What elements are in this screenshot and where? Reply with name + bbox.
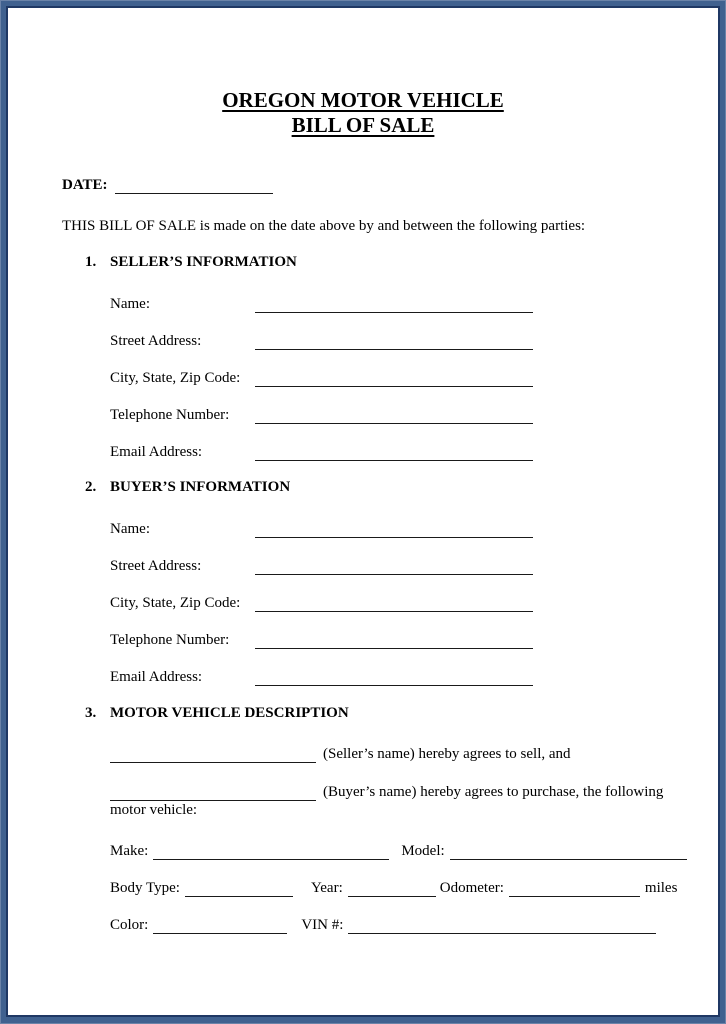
form-field-row: [110, 626, 718, 649]
buyer-street-address-label: Street Address:: [110, 558, 202, 574]
seller-email-label: Email Address:: [110, 444, 203, 460]
form-title-line1: OREGON MOTOR VEHICLE: [222, 88, 504, 112]
vin-field[interactable]: [348, 913, 656, 934]
section-3-number: 3.: [85, 705, 97, 721]
section-1-heading: SELLER’S INFORMATION: [110, 254, 297, 270]
buyer-email-label: Email Address:: [110, 669, 203, 685]
buyer-street-address-field[interactable]: [255, 554, 533, 575]
date-row: [62, 175, 718, 194]
buyer-name-field[interactable]: [255, 517, 533, 538]
seller-name-blank-field[interactable]: [110, 742, 316, 763]
form-field-row: [110, 290, 718, 313]
model-field[interactable]: [450, 839, 687, 860]
buyer-city-state-zip-field[interactable]: [255, 591, 533, 612]
section-1-heading-row: [85, 253, 718, 271]
form-field-row: [110, 552, 718, 575]
intro-text: THIS BILL OF SALE is made on the date above by and between the following parties:: [62, 218, 586, 234]
year-label: Year:: [310, 880, 343, 896]
form-field-row: [110, 401, 718, 424]
seller-telephone-field[interactable]: [255, 403, 533, 424]
buyer-email-field[interactable]: [255, 665, 533, 686]
seller-email-field[interactable]: [255, 440, 533, 461]
section-2-number: 2.: [85, 479, 97, 495]
miles-suffix: miles: [644, 880, 678, 896]
buyer-name-blank-field[interactable]: [110, 780, 316, 801]
model-label: Model:: [401, 843, 445, 859]
color-vin-row: [110, 912, 718, 934]
seller-street-address-field[interactable]: [255, 329, 533, 350]
form-title-line2: BILL OF SALE: [291, 113, 435, 137]
color-label: Color:: [110, 917, 149, 933]
body-type-label: Body Type:: [110, 880, 180, 896]
odometer-field[interactable]: [509, 876, 640, 897]
buyer-agrees-text: (Buyer’s name) hereby agrees to purchase, the following: [323, 784, 664, 800]
section-3-heading: MOTOR VEHICLE DESCRIPTION: [110, 705, 349, 721]
seller-agrees-text: (Seller’s name) hereby agrees to sell, and: [323, 746, 571, 762]
section-2-heading-row: [85, 478, 718, 496]
body-type-field[interactable]: [185, 876, 293, 897]
seller-street-address-label: Street Address:: [110, 333, 202, 349]
body-year-odometer-row: [110, 875, 718, 897]
seller-name-label: Name:: [110, 296, 150, 312]
seller-agrees-clause: [110, 741, 718, 763]
form-field-row: [110, 364, 718, 387]
buyer-telephone-label: Telephone Number:: [110, 632, 230, 648]
color-field[interactable]: [153, 913, 287, 934]
date-field[interactable]: [115, 176, 273, 194]
form-title: [8, 88, 718, 138]
year-field[interactable]: [348, 876, 436, 897]
date-label: DATE:: [62, 177, 108, 193]
make-field[interactable]: [153, 839, 389, 860]
form-field-row: [110, 663, 718, 686]
section-3-heading-row: [85, 704, 718, 722]
seller-city-state-zip-label: City, State, Zip Code:: [110, 370, 241, 386]
odometer-label: Odometer:: [439, 880, 504, 896]
buyer-name-label: Name:: [110, 521, 150, 537]
buyer-agrees-clause: [110, 779, 718, 801]
seller-city-state-zip-field[interactable]: [255, 366, 533, 387]
make-label: Make:: [110, 843, 149, 859]
page-border-frame: [6, 6, 720, 1017]
vin-label: VIN #:: [301, 917, 344, 933]
buyer-city-state-zip-label: City, State, Zip Code:: [110, 595, 241, 611]
section-1-number: 1.: [85, 254, 97, 270]
form-field-row: [110, 589, 718, 612]
form-field-row: [110, 438, 718, 461]
seller-name-field[interactable]: [255, 292, 533, 313]
section-2-heading: BUYER’S INFORMATION: [110, 479, 291, 495]
buyer-agrees-text-continued: motor vehicle:: [110, 802, 198, 818]
form-field-row: [110, 327, 718, 350]
buyer-telephone-field[interactable]: [255, 628, 533, 649]
form-field-row: [110, 515, 718, 538]
seller-telephone-label: Telephone Number:: [110, 407, 230, 423]
make-model-row: [110, 838, 718, 860]
